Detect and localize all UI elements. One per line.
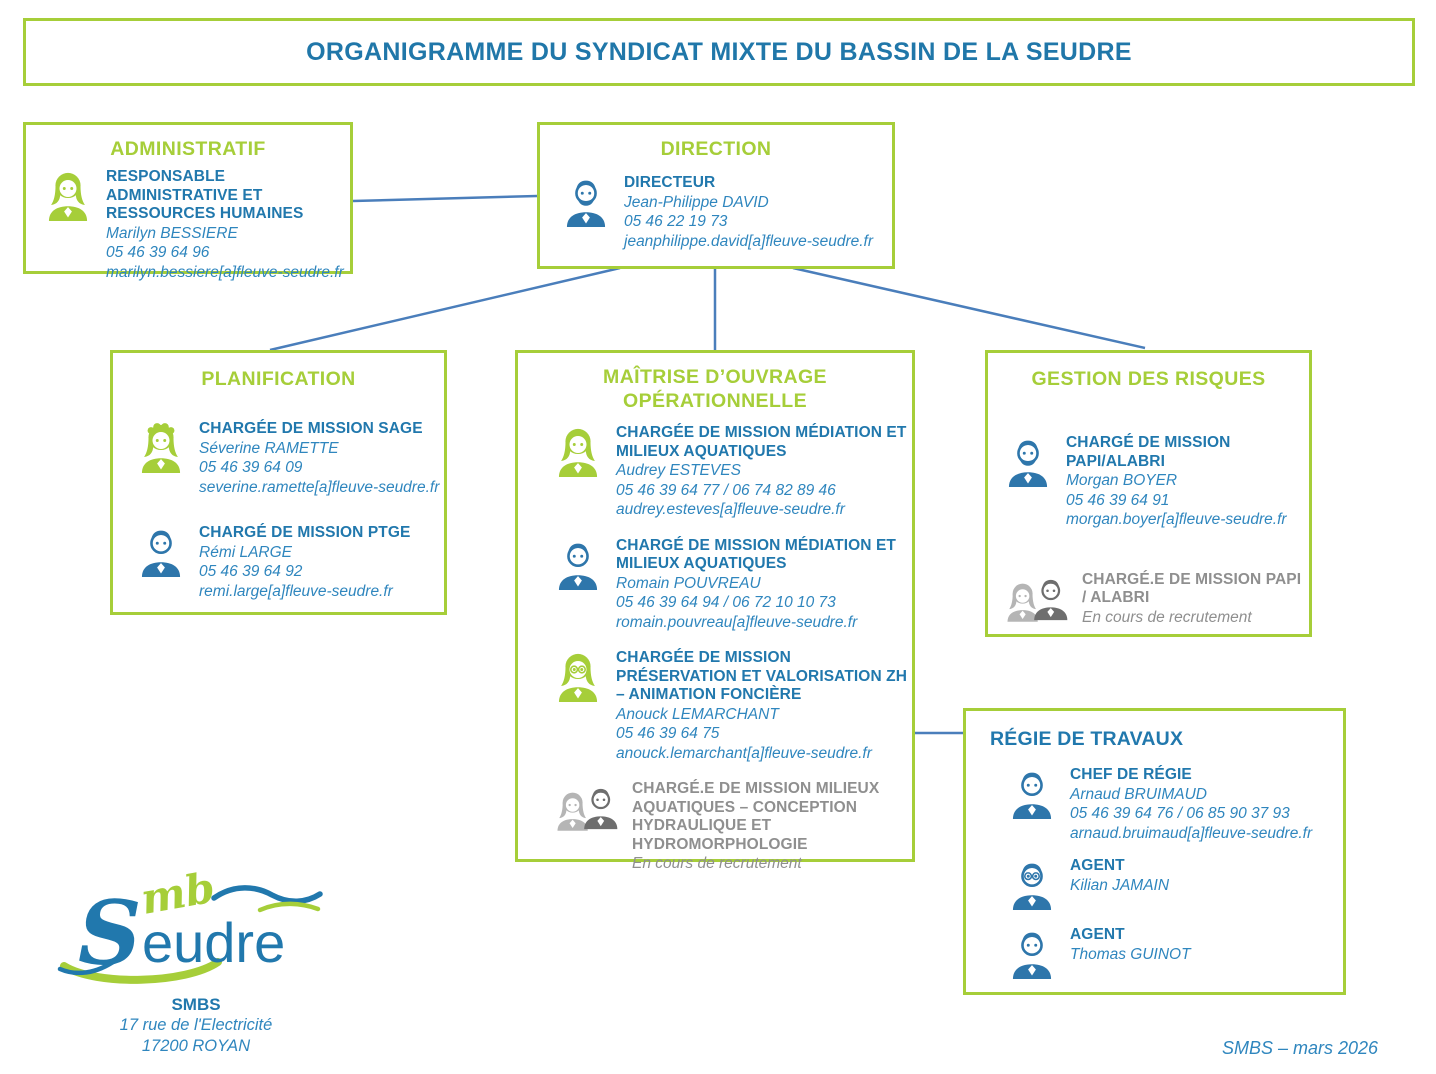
person-entry	[552, 536, 910, 633]
man-beard-blue-icon	[560, 173, 616, 229]
person-name: Audrey ESTEVES	[616, 462, 741, 479]
department-box-direction	[537, 122, 895, 269]
role-title: CHARGÉE DE MISSION SAGE	[199, 420, 423, 437]
vacant-position-entry	[1002, 570, 1305, 628]
svg-text:mb: mb	[137, 870, 219, 924]
person-name: Marilyn BESSIERE	[106, 224, 238, 242]
person-entry	[135, 523, 440, 601]
role-title: CHARGÉ.E DE MISSION MILIEUX AQUATIQUES – CONCEPTION HYDRAULIQUE ET HYDROMORPHOLOGIE	[632, 780, 880, 853]
person-entry	[1006, 765, 1339, 843]
person-email: jeanphilippe.david[a]fleuve-seudre.fr	[624, 232, 874, 250]
man-blue-icon	[1006, 765, 1062, 821]
person-email: remi.large[a]fleuve-seudre.fr	[199, 582, 393, 600]
person-name: Morgan BOYER	[1066, 472, 1178, 489]
department-title-direction: DIRECTION	[660, 138, 772, 160]
department-box-gestion-risques	[985, 350, 1312, 637]
person-entry	[552, 648, 910, 763]
person-email: morgan.boyer[a]fleuve-seudre.fr	[1066, 511, 1287, 528]
department-title-maitrise-ouvrage: MAÎTRISE D’OUVRAGE OPÉRATIONNELLE	[603, 366, 827, 412]
woman-green-icon	[552, 423, 608, 479]
person-entry	[42, 167, 344, 282]
vacant-position-entry	[552, 779, 910, 874]
department-box-regie-travaux	[963, 708, 1346, 995]
org-name: SMBS	[171, 995, 221, 1014]
org-address-line2: 17200 ROYAN	[141, 1037, 251, 1055]
person-name: Arnaud BRUIMAUD	[1070, 785, 1207, 803]
person-entry	[1002, 433, 1305, 530]
person-entry	[1006, 925, 1339, 981]
woman-green-icon	[42, 167, 98, 223]
role-title: AGENT	[1070, 857, 1125, 874]
department-title-gestion-risques: GESTION DES RISQUES	[1031, 368, 1266, 390]
man-blue-icon	[552, 536, 608, 592]
page-title: ORGANIGRAMME DU SYNDICAT MIXTE DU BASSIN DE LA SEUDRE	[306, 37, 1132, 66]
role-title: CHARGÉE DE MISSION PRÉSERVATION ET VALORISATION ZH – ANIMATION FONCIÈRE	[616, 649, 908, 703]
svg-text:S: S	[78, 881, 142, 985]
man-beard-blue-icon	[1002, 433, 1058, 489]
person-name: Romain POUVREAU	[616, 574, 761, 592]
person-email: audrey.esteves[a]fleuve-seudre.fr	[616, 501, 845, 518]
role-title: CHEF DE RÉGIE	[1070, 766, 1192, 783]
person-phone: 05 46 39 64 76 / 06 85 90 37 93	[1070, 805, 1290, 822]
person-name: Anouck LEMARCHANT	[616, 705, 779, 723]
department-box-maitrise-ouvrage	[515, 350, 915, 872]
person-name: Séverine RAMETTE	[199, 439, 339, 457]
person-phone: 05 46 22 19 73	[624, 213, 728, 230]
person-entry	[135, 419, 440, 497]
person-name: Thomas GUINOT	[1070, 945, 1191, 963]
department-box-planification	[110, 350, 447, 615]
role-title: CHARGÉ DE MISSION PAPI/ALABRI	[1066, 434, 1231, 470]
person-phone: 05 46 39 64 75	[616, 725, 720, 742]
person-email: severine.ramette[a]fleuve-seudre.fr	[199, 478, 440, 496]
smbs-logo-block	[46, 870, 346, 1057]
person-phone: 05 46 39 64 77 / 06 74 82 89 46	[616, 481, 836, 499]
person-name: Kilian JAMAIN	[1070, 876, 1170, 894]
person-email: romain.pouvreau[a]fleuve-seudre.fr	[616, 613, 858, 631]
person-phone: 05 46 39 64 09	[199, 459, 303, 476]
woman-glasses-green-icon	[552, 648, 608, 704]
recruitment-status: En cours de recrutement	[632, 855, 802, 872]
recruitment-pair-gray-icon	[1002, 570, 1074, 626]
person-email: marilyn.bessiere[a]fleuve-seudre.fr	[106, 263, 344, 281]
person-phone: 05 46 39 64 96	[106, 244, 210, 261]
footer-note: SMBS – mars 2026	[1222, 1038, 1379, 1058]
role-title: CHARGÉ.E DE MISSION PAPI / ALABRI	[1082, 570, 1302, 606]
person-name: Jean-Philippe DAVID	[624, 193, 769, 211]
department-title-regie-travaux: RÉGIE DE TRAVAUX	[990, 728, 1184, 750]
person-email: anouck.lemarchant[a]fleuve-seudre.fr	[616, 744, 872, 762]
person-phone: 05 46 39 64 94 / 06 72 10 10 73	[616, 594, 836, 611]
role-title: CHARGÉ DE MISSION MÉDIATION ET MILIEUX AQUATIQUES	[616, 536, 897, 572]
person-entry	[560, 173, 886, 251]
person-email: arnaud.bruimaud[a]fleuve-seudre.fr	[1070, 824, 1313, 842]
role-title: RESPONSABLE ADMINISTRATIVE ET RESSOURCES HUMAINES	[106, 168, 304, 222]
person-phone: 05 46 39 64 92	[199, 563, 303, 580]
org-address-line1: 17 rue de l'Electricité	[119, 1016, 273, 1034]
recruitment-pair-gray-icon	[552, 779, 624, 835]
person-phone: 05 46 39 64 91	[1066, 491, 1170, 509]
department-title-planification: PLANIFICATION	[201, 368, 356, 390]
title-box	[23, 18, 1415, 86]
man-glasses-blue-icon	[1006, 856, 1062, 912]
man-blue-icon	[1006, 925, 1062, 981]
recruitment-status: En cours de recrutement	[1082, 608, 1252, 626]
role-title: CHARGÉE DE MISSION MÉDIATION ET MILIEUX AQUATIQUES	[616, 424, 907, 460]
man-blue-icon	[135, 523, 191, 579]
woman-curly-green-icon	[135, 419, 191, 475]
role-title: AGENT	[1070, 926, 1125, 943]
person-entry	[1006, 856, 1339, 912]
role-title: CHARGÉ DE MISSION PTGE	[199, 524, 411, 541]
svg-text:eudre: eudre	[142, 911, 286, 974]
smbs-logo	[46, 870, 346, 988]
connector-administratif-direction	[353, 196, 537, 201]
person-name: Rémi LARGE	[199, 543, 293, 561]
department-title-administratif: ADMINISTRATIF	[110, 138, 266, 160]
connector-direction-gestion	[793, 268, 1145, 348]
department-box-administratif	[23, 122, 353, 281]
role-title: DIRECTEUR	[624, 174, 716, 191]
person-entry	[552, 423, 910, 520]
